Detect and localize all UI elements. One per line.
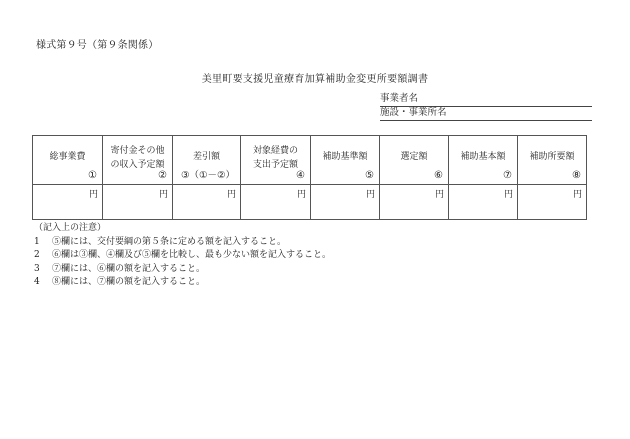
cell-required-amount[interactable] <box>518 185 587 220</box>
document-title: 美里町要支援児童療育加算補助金変更所要額調書 <box>201 74 429 85</box>
col-mark: ④ <box>296 170 305 181</box>
cell-standard-amount[interactable] <box>311 185 380 220</box>
col-label: 選定額 <box>400 152 428 162</box>
col-label-line2: の収入予定額 <box>110 160 165 170</box>
col-header-standard-amount <box>311 136 380 185</box>
col-label: 補助基準額 <box>322 152 368 162</box>
col-label: 寄付金その他 <box>110 146 165 156</box>
col-mark: ⑤ <box>365 170 374 181</box>
instruction-item <box>34 249 331 263</box>
cell-eligible-expense[interactable] <box>241 185 311 220</box>
cell-difference[interactable] <box>173 185 241 220</box>
yen-unit: 円 <box>158 190 168 200</box>
business-name-field[interactable] <box>380 93 592 107</box>
business-name-label: 事業者名 <box>380 93 419 104</box>
col-mark: ③（①－②） <box>181 170 236 181</box>
instruction-item <box>34 276 331 290</box>
instruction-item <box>34 236 331 250</box>
cell-basic-amount[interactable] <box>449 185 518 220</box>
col-header-total-cost <box>33 136 103 185</box>
col-header-difference <box>173 136 241 185</box>
instructions-heading: （記入上の注意） <box>34 223 107 233</box>
instruction-number: 1 <box>34 236 40 247</box>
col-label: 補助基本額 <box>460 152 506 162</box>
cell-selected-amount[interactable] <box>380 185 449 220</box>
col-header-eligible-expense <box>241 136 311 185</box>
col-label: 対象経費の <box>252 146 298 156</box>
col-label-line2: 支出予定額 <box>252 160 298 170</box>
col-header-selected-amount <box>380 136 449 185</box>
subsidy-calculation-table <box>32 135 587 220</box>
instruction-text: ⑧欄には、⑦欄の額を記入すること。 <box>52 277 206 287</box>
yen-unit: 円 <box>434 190 444 200</box>
cell-donation-income[interactable] <box>103 185 173 220</box>
yen-unit: 円 <box>296 190 306 200</box>
facility-name-label: 施設・事業所名 <box>380 107 447 118</box>
col-mark: ② <box>158 170 167 181</box>
instruction-text: ⑦欄には、⑥欄の額を記入すること。 <box>52 263 206 274</box>
col-header-donation-income <box>103 136 173 185</box>
instruction-number: 2 <box>34 250 40 260</box>
col-mark: ⑧ <box>572 170 581 181</box>
table-header-row <box>33 136 587 185</box>
instruction-item <box>34 263 331 277</box>
col-mark: ① <box>88 170 97 181</box>
instruction-text: ⑥欄は③欄、④欄及び⑤欄を比較し、最も少ない額を記入すること。 <box>52 250 332 260</box>
yen-unit: 円 <box>88 190 98 200</box>
yen-unit: 円 <box>503 190 513 200</box>
yen-unit: 円 <box>226 190 236 200</box>
instruction-text: ⑤欄には、交付要綱の第５条に定める額を記入すること。 <box>52 236 287 247</box>
col-header-basic-amount <box>449 136 518 185</box>
table-row <box>33 185 587 220</box>
col-label: 総事業費 <box>49 152 86 162</box>
col-mark: ⑥ <box>434 170 443 181</box>
col-label: 補助所要額 <box>529 152 575 162</box>
col-header-required-amount <box>518 136 587 185</box>
form-number: 様式第９号（第９条関係） <box>36 40 159 51</box>
col-mark: ⑦ <box>503 170 512 181</box>
facility-name-field[interactable] <box>380 107 592 121</box>
instruction-number: 3 <box>34 263 40 274</box>
yen-unit: 円 <box>572 190 582 200</box>
instructions-section <box>34 222 331 290</box>
yen-unit: 円 <box>365 190 375 200</box>
col-label: 差引額 <box>192 152 220 162</box>
cell-total-cost[interactable] <box>33 185 103 220</box>
instruction-number: 4 <box>34 277 40 287</box>
